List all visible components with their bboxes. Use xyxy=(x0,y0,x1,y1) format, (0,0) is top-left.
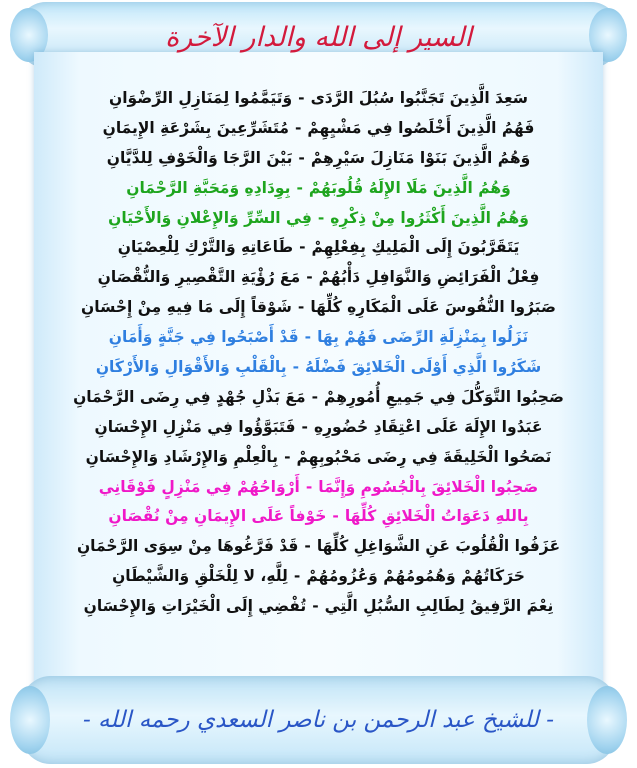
verse-first-hemistich: صَبَرُوا النُّفُوسَ عَلَى الْمَكَارِهِ كُلِّهَا xyxy=(310,298,556,317)
verse-first-hemistich: عَزَفُوا الْقُلُوبَ عَنِ الشَّوَاغِلِ كُلِّهَا xyxy=(316,537,561,556)
verse-second-hemistich: قَدْ أَصْبَحُوا فِي جَنَّةٍ وَأَمَانِ xyxy=(108,328,299,347)
verse-first-hemistich: وَهُمُ الَّذِينَ بَنَوْا مَنَازِلَ سَيْرِهِمْ xyxy=(310,148,531,167)
verse-line xyxy=(40,413,597,443)
verse-separator: - xyxy=(296,178,303,197)
verse-second-hemistich: بَيْنَ الرَّجَا وَالْخَوْفِ لِلدَّيَّانِ xyxy=(106,148,293,167)
verse-line xyxy=(40,114,597,144)
verse-separator: - xyxy=(311,387,319,406)
verse-separator: - xyxy=(312,597,319,616)
verse-second-hemistich: شَوْقاً إِلَى مَا فِيهِ مِنْ إِحْسَانِ xyxy=(81,298,292,317)
verse-second-hemistich: بِالْقَلْبِ وَالأَقْوَالِ وَالأَرْكَانِ xyxy=(95,358,287,377)
verse-separator: - xyxy=(284,447,291,466)
verse-first-hemistich: يَتَقَرَّبُونَ إِلَى الْمَلِيكِ بِفِعْلِهِمْ xyxy=(311,238,520,257)
verse-line xyxy=(40,233,597,263)
verse-second-hemistich: طَاعَاتِهِ وَالتَّرْكِ لِلْعِصْيَانِ xyxy=(117,238,294,257)
verse-second-hemistich: بِالْعِلْمِ وَالإِرْشَادِ وَالإِحْسَانِ xyxy=(85,447,279,466)
verse-line xyxy=(40,592,597,622)
verse-first-hemistich: عَبَدُوا الإِلَهَ عَلَى اعْتِقَادِ حُضُورِهِ xyxy=(313,417,543,436)
verse-line xyxy=(40,473,597,503)
verse-separator: - xyxy=(292,358,299,377)
verse-separator: - xyxy=(305,477,313,496)
verse-second-hemistich: بِوِدَادِهِ وَمَحَبَّةِ الرَّحْمَانِ xyxy=(126,178,291,197)
verse-second-hemistich: مَعَ بَذْلِ جُهْدٍ فِي رِضَى الرَّحْمَانِ xyxy=(73,387,306,406)
verse-second-hemistich: فَتَبَوَّؤُوا فِي مَنْزِلِ الإِحْسَانِ xyxy=(94,417,296,436)
verse-line xyxy=(40,353,597,383)
verse-second-hemistich: لِلَّهِ، لا لِلْخَلْقِ وَالشَّيْطَانِ xyxy=(112,567,288,586)
verse-second-hemistich: تُفْضِي إِلَى الْخَيْرَاتِ وَالإِحْسَانِ xyxy=(83,597,307,616)
verse-separator: - xyxy=(301,417,308,436)
verse-separator: - xyxy=(297,298,305,317)
verse-line xyxy=(40,502,597,532)
verse-second-hemistich: فِي السِّرِّ وَالإِعْلانِ وَالأَحْيَانِ xyxy=(108,208,312,227)
poem-title: السير إلى الله والدار الآخرة xyxy=(165,22,472,53)
verse-second-hemistich: خَوْفاً عَلَى الإِيمَانِ مِنْ نُقْصَانِ xyxy=(108,507,327,526)
verse-second-hemistich: وَتَيَمَّمُوا لِمَنَازِلِ الرِّضْوَانِ xyxy=(109,89,293,107)
verse-separator: - xyxy=(304,328,312,347)
verse-first-hemistich: حَرَكَاتُهُمْ وَهُمُومُهُمْ وَعُزُومُهُمْ xyxy=(306,567,525,586)
verse-line xyxy=(40,532,597,562)
verse-line xyxy=(40,443,597,473)
verse-first-hemistich: صَحِبُوا التَّوَكُّلَ فِي جَمِيعِ أُمُورِهِمْ xyxy=(324,387,564,406)
verse-first-hemistich: سَعِدَ الَّذِينَ تَجَنَّبُوا سُبُلَ الرَّدَى xyxy=(310,89,528,107)
verse-separator: - xyxy=(306,268,313,287)
verse-first-hemistich: فِعْلُ الْفَرَائِضِ وَالنَّوَافِلِ دَأْبُهُمْ xyxy=(318,268,540,287)
verse-first-hemistich: فَهُمُ الَّذِينَ أَخْلَصُوا فِي مَشْيِهِمْ xyxy=(307,118,535,137)
verse-first-hemistich: نَصَحُوا الْخَلِيقَةَ فِي رِضَى مَحْبُوبِهِمْ xyxy=(296,447,552,466)
verse-line xyxy=(40,323,597,353)
verse-separator: - xyxy=(299,238,306,257)
verse-line xyxy=(40,263,597,293)
verse-separator: - xyxy=(294,118,302,137)
verse-first-hemistich: وَهُمُ الَّذِينَ مَلَا الإِلَهُ قُلُوبَهُمْ xyxy=(308,178,511,197)
verse-line xyxy=(40,84,597,114)
verse-first-hemistich: نِعْمَ الرَّفِيقُ لِطَالِبِ السُّبُلِ الَّتِي xyxy=(324,597,554,616)
verse-line xyxy=(40,383,597,413)
verse-first-hemistich: صَحِبُوا الْخَلائِقَ بِالْجُسُومِ وَإِنَّمَا xyxy=(318,477,539,496)
verse-second-hemistich: أَرْوَاحُهُمْ فِي مَنْزِلٍ فَوْقَانِي xyxy=(98,477,300,496)
verse-first-hemistich: بِاللهِ دَعَوَاتُ الْخَلائِقِ كُلِّهَا xyxy=(344,507,529,526)
verse-second-hemistich: قَدْ فَرَّغُوهَا مِنْ سِوَى الرَّحْمَانِ xyxy=(76,537,299,556)
verse-separator: - xyxy=(293,567,301,586)
verse-line xyxy=(40,144,597,174)
verse-line xyxy=(40,293,597,323)
verse-second-hemistich: مَعَ رُؤْيَةِ التَّقْصِيرِ وَالنُّقْصَانِ xyxy=(97,268,301,287)
verse-first-hemistich: وَهُمُ الَّذِينَ أَكْثَرُوا مِنْ ذِكْرِهِ xyxy=(330,208,529,227)
verse-separator: - xyxy=(304,537,311,556)
verse-separator: - xyxy=(298,89,305,107)
verse-line xyxy=(40,562,597,592)
verse-first-hemistich: نَزَلُوا بِمَنْزِلَةِ الرِّضَى فَهُمْ بِهَا xyxy=(317,328,529,347)
verse-separator: - xyxy=(317,208,325,227)
verse-first-hemistich: شَكَرُوا الَّذِي أَوْلَى الْخَلائِقَ فَضْلَهُ xyxy=(305,358,542,377)
author-attribution: - للشيخ عبد الرحمن بن ناصر السعدي رحمه الله - xyxy=(82,707,555,733)
verse-separator: - xyxy=(332,507,339,526)
verse-second-hemistich: مُتَشَرِّعِينَ بِشَرْعَةِ الإِيمَانِ xyxy=(102,118,289,137)
verse-list xyxy=(40,84,597,684)
verse-line xyxy=(40,204,597,234)
verse-line xyxy=(40,174,597,204)
verse-separator: - xyxy=(298,148,305,167)
